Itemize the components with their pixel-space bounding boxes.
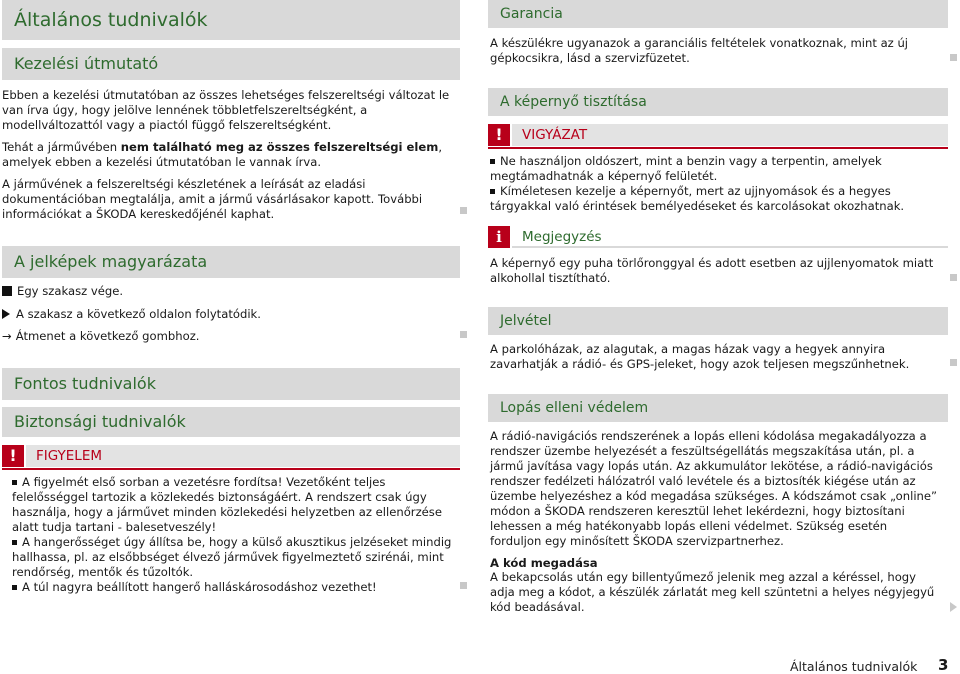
section-title: Általános tudnivalók: [2, 0, 460, 40]
theft-protection-title: Lopás elleni védelem: [488, 394, 948, 422]
caution-item-2: Kíméletesen kezelje a képernyőt, mert az ujjnyomások és a hegyes tárgyakkal való érintések bemélyedéseket és karcolásokat okozhatnak.: [490, 184, 905, 213]
caution-divider: [488, 147, 948, 149]
warning-item-2: A hangerősséget úgy állítsa be, hogy a külső akusztikus jelzéseket mindig hallhassa, pl. az elsőbbséget élvező járművek figyelmeztető szirénái, mint rendőrség, mentők és tűzoltók.: [12, 535, 452, 579]
important-title: Fontos tudnivalók: [2, 368, 460, 400]
code-entry-text: A bekapcsolás után egy billentyűmező jelenik meg azzal a kéréssel, hogy adja meg a kódot, a készülék zárlatát meg kell szüntetni a helyes négyjegyű kód beadásával.: [490, 570, 935, 614]
section-end-marker: [950, 274, 957, 281]
section-end-marker: [950, 359, 957, 366]
warranty-text: A készülékre ugyanazok a garanciális feltételek vonatkoznak, mint az új gépkocsikra, lásd a szervizfüzetet.: [490, 36, 909, 65]
warning-item-1: A figyelmét első sorban a vezetésre fordítsa! Vezetőként teljes felelősséggel tartozik a közlekedés biztonságáért. A rendszert csak úgy használja, hogy a járművet minden közlekedési helyzetben az ellenőrzése alatt tudja tartani - balesetveszély!: [12, 475, 442, 534]
note-label: Megjegyzés: [512, 226, 948, 248]
continue-arrow-icon: [950, 602, 957, 612]
subsection-title-manual: Kezelési útmutató: [2, 48, 460, 80]
paragraph-equipment-docs: A járművének a felszereltségi készletének a leírását az eladási dokumentációban megtalálja, amit a jármű vásárlásakor kapott. További információkat a ŠKODA kereskedőjénél kaphat.: [2, 177, 423, 221]
section-end-marker: [460, 207, 467, 214]
end-of-section-icon: [2, 286, 12, 296]
warning-label: FIGYELEM: [26, 445, 460, 467]
reception-title: Jelvétel: [488, 307, 948, 335]
safety-title: Biztonsági tudnivalók: [2, 407, 460, 437]
caution-icon: !: [488, 124, 510, 146]
warning-divider: [2, 468, 460, 470]
theft-protection-text: A rádió-navigációs rendszerének a lopás elleni kódolása megakadályozza a rendszer üzembe helyezését a feszültségellátás megszakítása után, pl. a jármű javítása vagy lopás után. Az akkumulátor lekötése, a rádió-navigációs rendszer fedélzeti hálózatról való levétele és a biztosíték kiégése után az üzembe helyezéshez a kód megadása szükséges. A kódszámot csak „online” módon a ŠKODA rendszeren keresztül lehet lekérdezni, hogy biztosítani lehessen a még hatékonyabb lopás elleni védelmet. Szükség esetén forduljon egy minősített ŠKODA szervizpartnerhez.: [490, 429, 938, 548]
paragraph-equipment-note: Tehát a járművében nem található meg az összes felszereltségi elem, amelyek ebben a kezelési útmutatóban le vannak írva.: [2, 140, 443, 169]
right-arrow-icon: →: [2, 329, 12, 343]
section-end-marker: [460, 582, 467, 589]
reception-text: A parkolóházak, az alagutak, a magas házak vagy a hegyek annyira zavarhatják a rádió- és GPS-jeleket, hogy azok teljesen megszűnhetnek.: [490, 342, 910, 371]
footer-section-name: Általános tudnivalók: [790, 659, 918, 674]
continue-arrow-icon: [2, 309, 10, 319]
screen-cleaning-title: A képernyő tisztítása: [488, 88, 948, 116]
caution-item-1: Ne használjon oldószert, mint a benzin vagy a terpentin, amelyek megtámadhatnák a képernyő felületét.: [490, 154, 882, 183]
paragraph-manual-intro: Ebben a kezelési útmutatóban az összes lehetséges felszereltségi változat le van írva úgy, hogy jelölve lennének többletfelszereltségként, a modellváltozattól vagy a piactól függő felszereltségként.: [2, 88, 450, 132]
warning-item-3: A túl nagyra beállított hangerő halláskárosodáshoz vezethet!: [12, 580, 452, 595]
page-number: 3: [938, 656, 949, 674]
section-end-marker: [460, 331, 467, 338]
symbols-title: A jelképek magyarázata: [2, 246, 460, 278]
symbol-continue-item: A szakasz a következő oldalon folytatódik.: [2, 307, 261, 322]
section-end-marker: [950, 54, 957, 61]
warranty-title: Garancia: [488, 0, 948, 28]
code-entry-title: A kód megadása: [490, 556, 598, 570]
symbol-transition-item: → Átmenet a következő gombhoz.: [2, 329, 200, 343]
info-icon: i: [488, 226, 510, 248]
symbol-end-item: Egy szakasz vége.: [2, 284, 123, 299]
warning-icon: !: [2, 445, 24, 467]
caution-label: VIGYÁZAT: [512, 124, 948, 146]
note-text: A képernyő egy puha törlőronggyal és adott esetben az ujjlenyomatok miatt alkohollal tisztítható.: [490, 256, 934, 285]
